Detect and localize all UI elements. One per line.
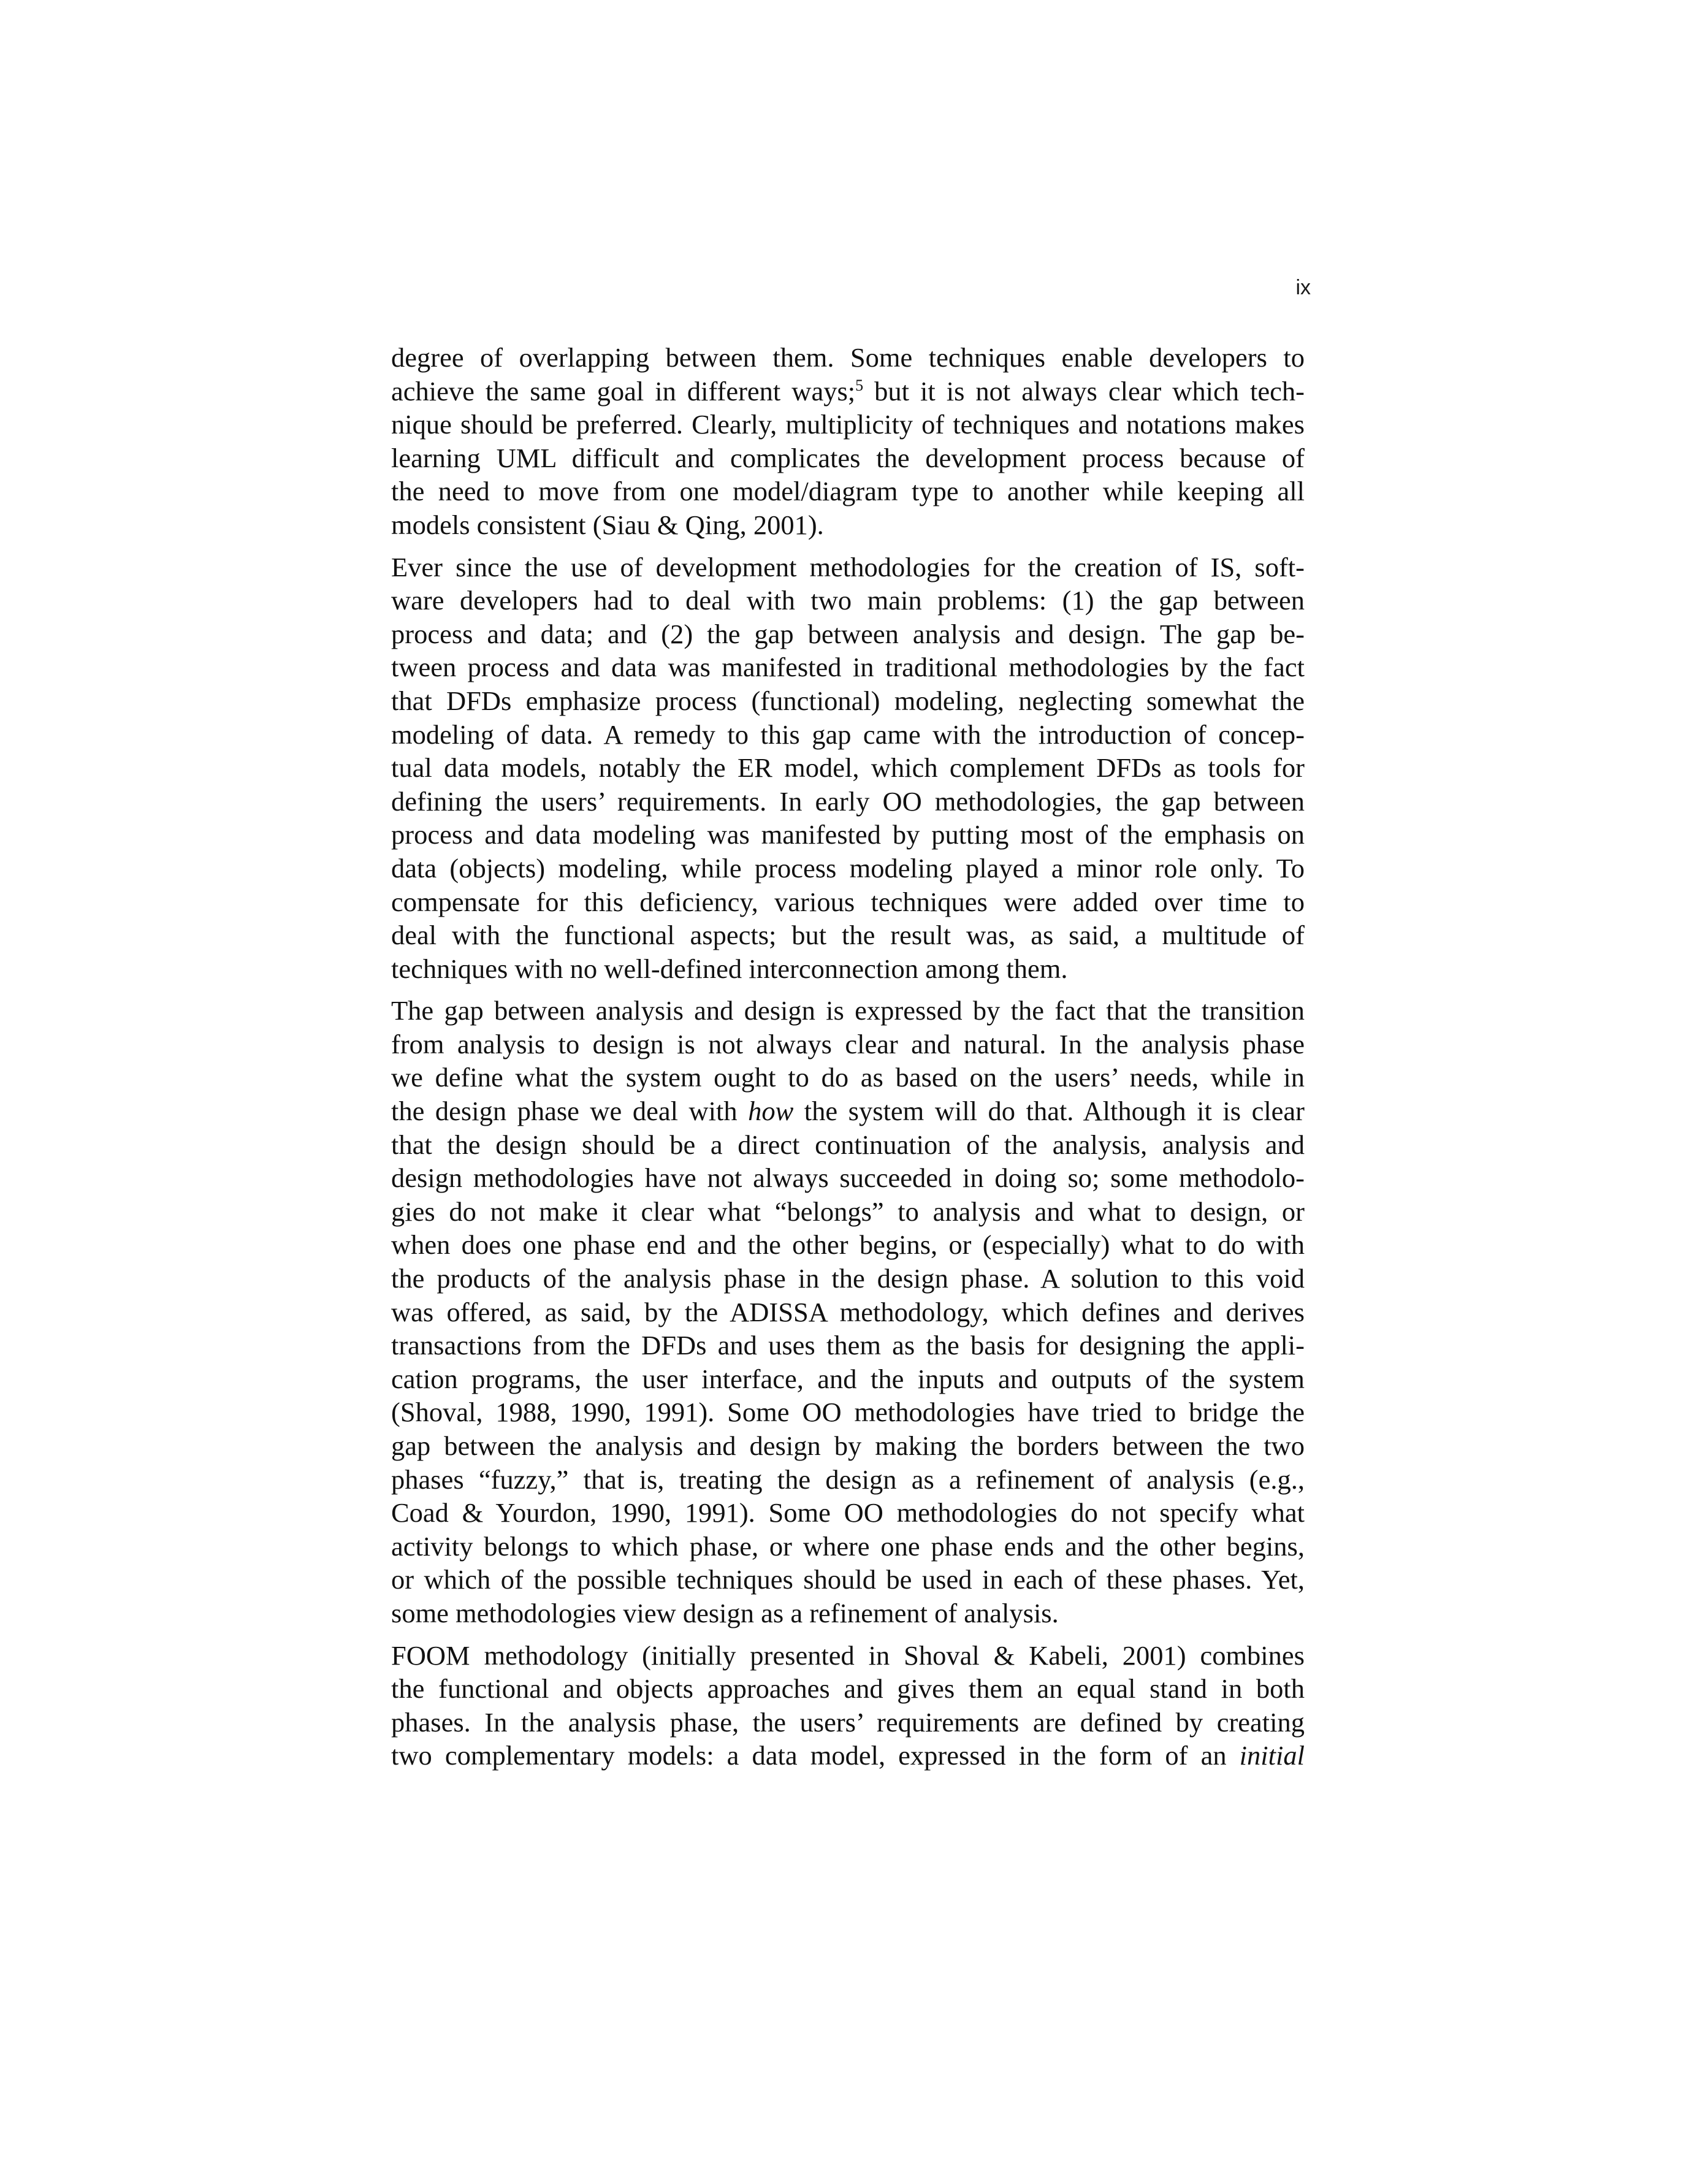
text-line: The gap between analysis and design is expressed by the fact that the transition	[391, 995, 1305, 1026]
text-line: Coad & Yourdon, 1990, 1991). Some OO methodologies do not specify what	[391, 1497, 1305, 1529]
text-line: gies do not make it clear what “belongs” to analysis and what to design, or	[391, 1196, 1305, 1227]
text-line: gap between the analysis and design by making the borders between the two	[391, 1430, 1305, 1461]
text-line: compensate for this deficiency, various techniques were added over time to	[391, 886, 1305, 917]
text-span: the system will do that. Although it is clear	[793, 1096, 1305, 1127]
text-line: nique should be preferred. Clearly, multiplicity of techniques and notations makes	[391, 409, 1305, 440]
text-line: phases “fuzzy,” that is, treating the design as a refinement of analysis (e.g.,	[391, 1464, 1305, 1495]
footnote-mark: 5	[855, 376, 864, 394]
text-line: techniques with no well-defined interconnection among them.	[391, 953, 1068, 984]
text-line: from analysis to design is not always clear and natural. In the analysis phase	[391, 1028, 1305, 1059]
text-line: or which of the possible techniques should be used in each of these phases. Yet,	[391, 1564, 1305, 1595]
italic-text: how	[748, 1096, 794, 1127]
text-line: cation programs, the user interface, and the inputs and outputs of the system	[391, 1363, 1305, 1394]
text-line: (Shoval, 1988, 1990, 1991). Some OO methodologies have tried to bridge the	[391, 1397, 1305, 1428]
paragraph-2	[391, 551, 1305, 986]
text-line: FOOM methodology (initially presented in Shoval & Kabeli, 2001) combines	[391, 1639, 1305, 1671]
text-line: models consistent (Siau & Qing, 2001).	[391, 509, 824, 540]
text-line: modeling of data. A remedy to this gap came with the introduction of concep-	[391, 719, 1305, 750]
text-line: data (objects) modeling, while process modeling played a minor role only. To	[391, 852, 1305, 884]
text-line: Ever since the use of development methodologies for the creation of IS, soft-	[391, 551, 1305, 582]
text-line	[391, 1739, 1305, 1773]
text-line: was offered, as said, by the ADISSA methodology, which defines and derives	[391, 1296, 1305, 1327]
text-line	[391, 375, 1305, 408]
text-line: when does one phase end and the other begins, or (especially) what to do with	[391, 1229, 1305, 1261]
text-line: learning UML difficult and complicates the development process because of	[391, 442, 1305, 473]
text-line: that DFDs emphasize process (functional) modeling, neglecting somewhat the	[391, 685, 1305, 716]
text-line: ware developers had to deal with two main problems: (1) the gap between	[391, 585, 1305, 616]
text-line: phases. In the analysis phase, the users’ requirements are defined by creating	[391, 1706, 1305, 1738]
text-line: tween process and data was manifested in traditional methodologies by the fact	[391, 652, 1305, 683]
text-span: but it is not always clear which tech-	[863, 375, 1305, 406]
text-line: we define what the system ought to do as based on the users’ needs, while in	[391, 1062, 1305, 1093]
text-line: design methodologies have not always succeeded in doing so; some methodolo-	[391, 1162, 1305, 1194]
text-line: degree of overlapping between them. Some techniques enable developers to	[391, 342, 1305, 373]
text-span: achieve the same goal in different ways;	[391, 375, 856, 406]
text-line	[391, 1094, 1305, 1128]
text-line: deal with the functional aspects; but the result was, as said, a multitude of	[391, 920, 1305, 951]
italic-text: initial	[1239, 1740, 1305, 1771]
page-number: ix	[1295, 276, 1311, 299]
paragraph-1	[391, 341, 1305, 542]
text-line: process and data; and (2) the gap between analysis and design. The gap be-	[391, 618, 1305, 649]
paragraph-4	[391, 1639, 1305, 1773]
text-line: that the design should be a direct continuation of the analysis, analysis and	[391, 1129, 1305, 1160]
text-line: tual data models, notably the ER model, which complement DFDs as tools for	[391, 752, 1305, 784]
text-line: the need to move from one model/diagram type to another while keeping all	[391, 476, 1305, 507]
text-line: defining the users’ requirements. In early OO methodologies, the gap between	[391, 785, 1305, 817]
text-span: the design phase we deal with	[391, 1096, 749, 1127]
text-line: the products of the analysis phase in the design phase. A solution to this void	[391, 1263, 1305, 1294]
body-text	[391, 341, 1305, 1781]
text-line: activity belongs to which phase, or where one phase ends and the other begins,	[391, 1530, 1305, 1562]
text-line: transactions from the DFDs and uses them as the basis for designing the appli-	[391, 1330, 1305, 1361]
text-line: some methodologies view design as a refinement of analysis.	[391, 1597, 1059, 1628]
text-line: the functional and objects approaches and gives them an equal stand in both	[391, 1673, 1305, 1704]
paragraph-3	[391, 994, 1305, 1630]
text-line: process and data modeling was manifested by putting most of the emphasis on	[391, 819, 1305, 850]
text-span: two complementary models: a data model, expressed in the form of an	[391, 1740, 1240, 1771]
